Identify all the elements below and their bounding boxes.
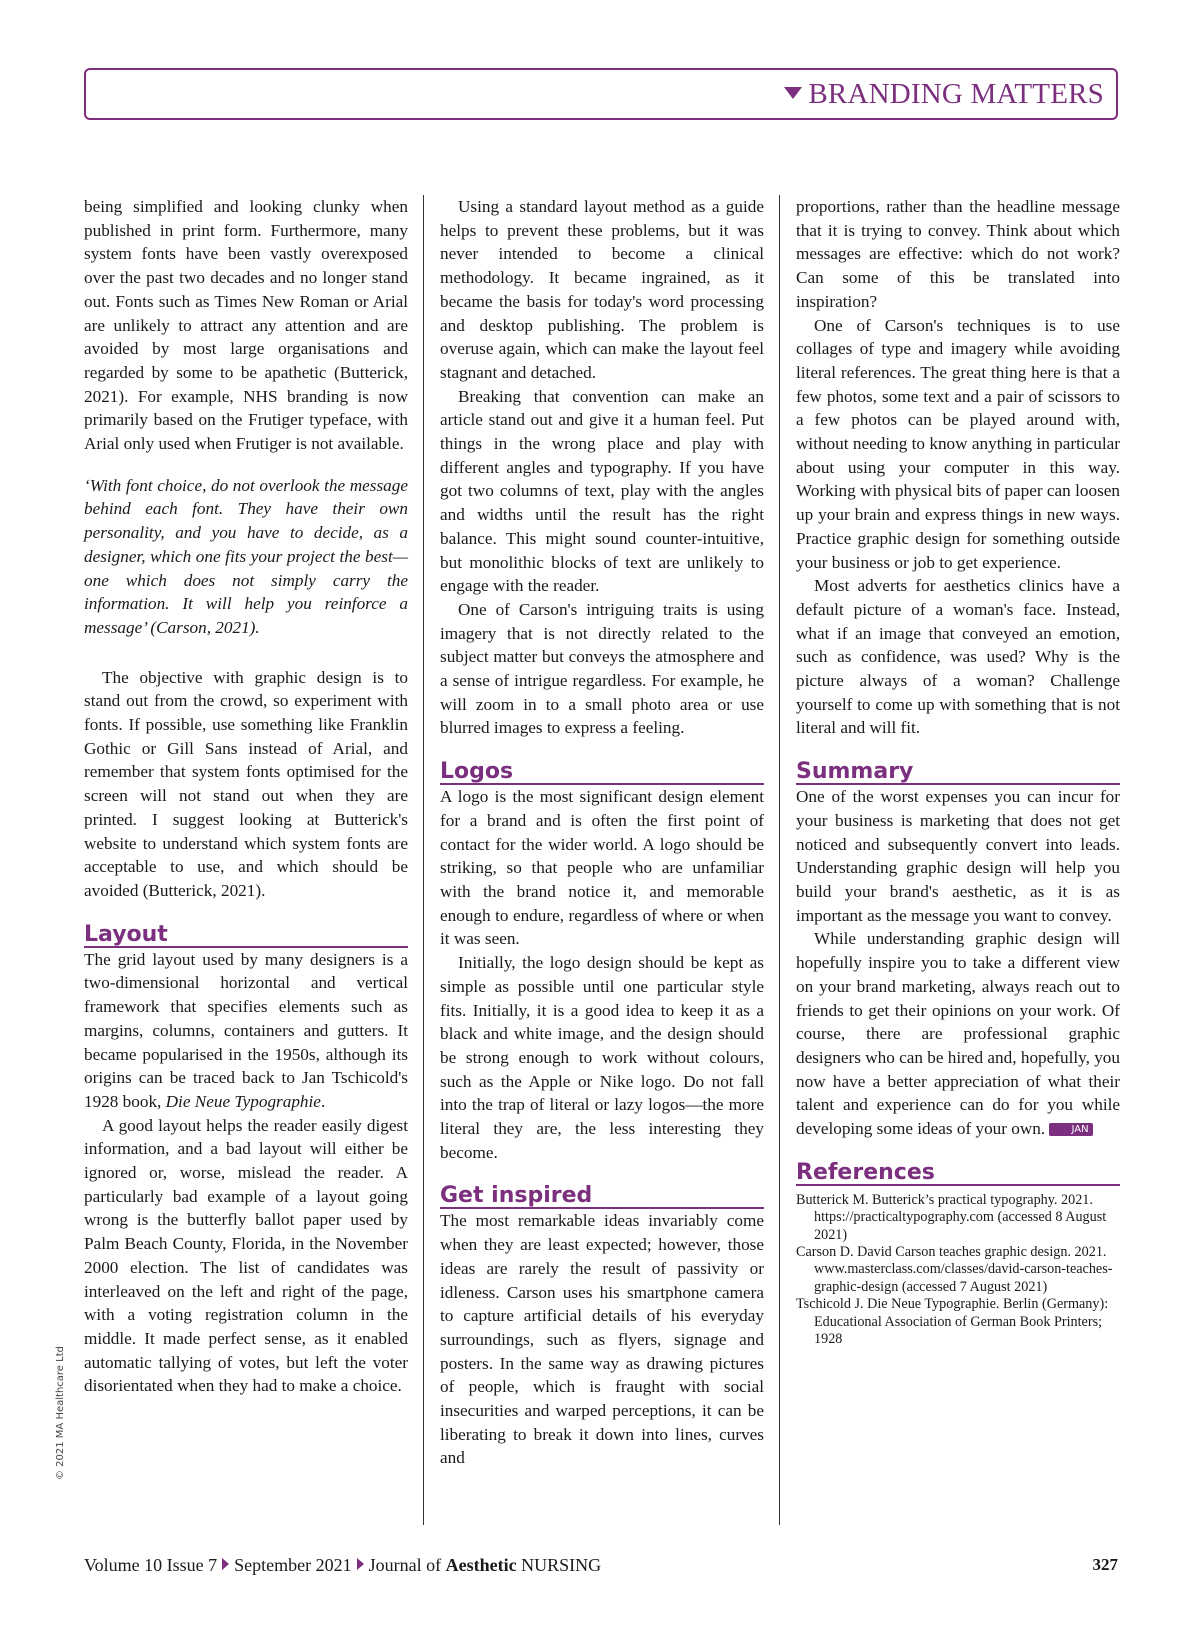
section-label: BRANDING MATTERS — [784, 78, 1104, 111]
paragraph: One of Carson's intriguing traits is using imagery that is not directly related to the subject matter but conveys the atmosphere and a sense of intrigue regardless. For example, he will zoom in to a small photo area or use blurred images to express a feeling. — [440, 599, 764, 738]
column-divider — [423, 195, 424, 1525]
page-number: 327 — [1092, 1555, 1118, 1574]
reference-list — [796, 1192, 1120, 1349]
footer — [84, 1555, 601, 1576]
paragraph: Using a standard layout method as a guide helps to prevent these problems, but it was never intended to become a clinical methodology. It became ingrained, as it became the basis for today's word processing and desktop publishing. The problem is overuse again, which can make the layout feel stagnant and detached. — [440, 197, 764, 382]
reference-item: Carson D. David Carson teaches graphic design. 2021. www.masterclass.com/classes/david-carson-teaches-graphic-design (accessed 7 August 2021) — [796, 1243, 1113, 1295]
end-mark-icon: JAN — [1049, 1123, 1092, 1136]
paragraph: One of Carson's techniques is to use collages of type and imagery while avoiding literal references. The great thing here is that a few photos, some text and a pair of scissors to a few photos can be played around with, without needing to know anything in particular about using your computer in this way. Working with physical bits of paper can loosen up your brain and express things in new ways. Practice graphic design for something outside your business or job to get experience. — [796, 315, 1120, 572]
paragraph: The objective with graphic design is to stand out from the crowd, so experiment with fonts. If possible, use something like Franklin Gothic or Gill Sans instead of Arial, and remember that system fonts optimised for the screen will not stand out when they are printed. I suggest looking at Butterick's website to understand which system fonts are acceptable to use, and which should be avoided (Butterick, 2021). — [84, 667, 408, 900]
book-title: Die Neue Typographie — [165, 1091, 321, 1111]
copyright-notice: © 2021 MA Healthcare Ltd — [55, 1346, 66, 1480]
reference-item: Tschicold J. Die Neue Typographie. Berlin (Germany): Educational Association of German Book Printers; 1928 — [796, 1296, 1109, 1347]
paragraph: A logo is the most significant design element for a brand and is often the first point of contact for the wider world. A logo should be striking, so that people who are unfamiliar with the brand notice it, and memorable enough to endure, regardless of where or when it was seen. — [440, 787, 764, 949]
paragraph: proportions, rather than the headline message that it is trying to convey. Think about which messages are effective: which do not work? Can some of this be translated into inspiration? — [796, 197, 1120, 311]
heading-summary: Summary — [796, 760, 1120, 785]
paragraph: being simplified and looking clunky when published in print form. Furthermore, many system fonts have been vastly overexposed over the past two decades and no longer stand out. Fonts such as Times New Roman or Arial are unlikely to attract any attention and are avoided by most large organisations and regarded by some to be apathetic (Butterick, 2021). For example, NHS branding is now primarily based on the Frutiger typeface, with Arial only used when Frutiger is not available. — [84, 197, 408, 454]
paragraph: Breaking that convention can make an article stand out and give it a human feel. Put things in the wrong place and play with different angles and typography. If you have got two columns of text, play with the angles and widths until the result has the right balance. This might sound counter-intuitive, but monolithic blocks of text are unlikely to engage with the reader. — [440, 386, 764, 596]
paragraph: A good layout helps the reader easily digest information, and a bad layout will either be ignored or, worse, mislead the reader. A particularly bad example of a layout going wrong is the butterfly ballot paper used by Palm Beach County, Florida, in the November 2000 election. The list of candidates was interleaved on the left and right of the page, with a voting registration column in the middle. It made perfect sense, as it enabled automatic tallying of votes, but left the voter disorientated when they had to make a choice. — [84, 1115, 408, 1396]
heading-logos: Logos — [440, 760, 764, 785]
footer-date: September 2021 — [234, 1555, 352, 1575]
paragraph: Most adverts for aesthetics clinics have a default picture of a woman's face. Instead, what if an image that conveyed an emotion, such as confidence, was used? Why is the picture always of a woman? Challenge yourself to come up with something that is not literal and will fit. — [796, 576, 1120, 738]
arrow-right-icon — [357, 1558, 364, 1570]
paragraph: The most remarkable ideas invariably come when they are least expected; however, those ideas are rarely the result of passivity or idleness. Carson uses his smartphone camera to capture artificial details of his everyday surroundings, such as flyers, signage and posters. In the same way as drawing pictures of people, which is fraught with social insecurities and warped perceptions, it can be liberating to break it down into lines, curves and — [440, 1211, 764, 1468]
heading-get-inspired: Get inspired — [440, 1184, 764, 1209]
column-divider — [779, 195, 780, 1525]
pull-quote: ‘With font choice, do not overlook the message behind each font. They have their own personality, and you have to decide, as a designer, which one fits your project the best—one which does not simply carry the information. It will help you reinforce a message’ (Carson, 2021). — [84, 475, 408, 637]
heading-references: References — [796, 1161, 1120, 1186]
footer-journal: Journal of Aesthetic NURSING — [368, 1555, 602, 1575]
paragraph: The grid layout used by many designers is a two-dimensional horizontal and vertical framework that specifies elements such as margins, columns, containers and gutters. It became popularised in the 1950s, although its origins can be traced back to Jan Tschicold's 1928 book, Die Neue Typographie. — [84, 949, 408, 1111]
column-3 — [796, 195, 1120, 1348]
paragraph: While understanding graphic design will hopefully inspire you to take a different view on your brand marketing, always reach out to friends to get their opinions on your work. Of course, there are professional graphic designers who can be hired and, hopefully, you now have a better appreciation of what their talent and experience can do for you while developing some ideas of your own. JAN — [796, 929, 1120, 1139]
spacer — [84, 658, 408, 666]
triangle-down-icon — [784, 87, 802, 99]
heading-layout: Layout — [84, 923, 408, 948]
paragraph: Initially, the logo design should be kept as simple as possible until one particular style fits. Initially, it is a good idea to keep it as a black and white image, and the design should be strong enough to work without colours, such as the Apple or Nike logo. Do not fall into the trap of literal or lazy logos—the more literal they are, the less interesting they become. — [440, 953, 764, 1162]
footer-volume: Volume 10 Issue 7 — [84, 1555, 218, 1575]
column-1 — [84, 195, 408, 1398]
arrow-right-icon — [222, 1558, 229, 1570]
column-2 — [440, 195, 764, 1470]
section-header-box — [84, 68, 1118, 120]
reference-item: Butterick M. Butterick’s practical typography. 2021. https://practicaltypography.com (accessed 8 August 2021) — [796, 1191, 1107, 1243]
paragraph: One of the worst expenses you can incur for your business is marketing that does not get noticed and subsequently convert into leads. Understanding graphic design will help you build your brand's aesthetic, as it is as important as the message you want to convey. — [796, 787, 1120, 925]
